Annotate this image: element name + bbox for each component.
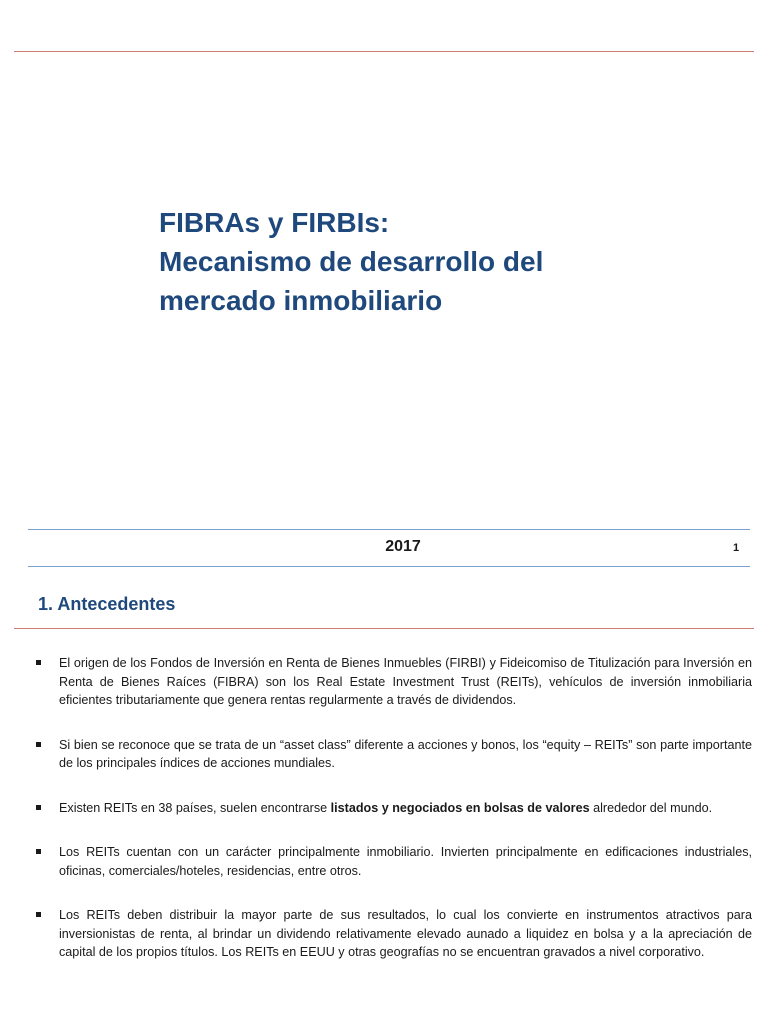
- square-bullet-icon: [36, 849, 41, 854]
- footer-divider-top: [28, 529, 750, 530]
- bullet-item-paises: [36, 799, 752, 818]
- bullet-item-asset-class: [36, 736, 752, 773]
- bullet-text-before: Existen REITs en 38 países, suelen encontrarse: [59, 800, 331, 815]
- title-line-2: Mecanismo de desarrollo del: [159, 246, 544, 277]
- square-bullet-icon: [36, 912, 41, 917]
- square-bullet-icon: [36, 742, 41, 747]
- title-line-3: mercado inmobiliario: [159, 285, 443, 316]
- section-divider: [14, 628, 754, 629]
- bullet-text: El origen de los Fondos de Inversión en Renta de Bienes Inmuebles (FIRBI) y Fideicomiso de Titulización para Inversión en Renta de Bienes Raíces (FIBRA) son los Real Estate Investment Trust (REITs), vehículos de inversión inmobiliaria eficientes tributariamente que genera rentas regularmente a través de dividendos.: [59, 656, 752, 707]
- square-bullet-icon: [36, 805, 41, 810]
- bullet-text-after: alrededor del mundo.: [589, 800, 713, 815]
- bullet-item-caracter: [36, 843, 752, 880]
- bullet-item-distribucion: [36, 906, 752, 962]
- bullet-text: Si bien se reconoce que se trata de un “asset class” diferente a acciones y bonos, los “equity – REITs” son parte importante de los principales índices de acciones mundiales.: [59, 737, 752, 770]
- cover-year: 2017: [385, 538, 421, 555]
- footer-divider-bottom: [28, 566, 750, 567]
- section-title: 1. Antecedentes: [38, 594, 176, 614]
- bullet-list: [36, 654, 752, 988]
- bullet-text: Los REITs cuentan con un carácter principalmente inmobiliario. Invierten principalmente en edificaciones industriales, oficinas, comerciales/hoteles, residencias, entre otros.: [59, 845, 752, 878]
- bullet-text: Los REITs deben distribuir la mayor parte de sus resultados, lo cual los convierte en instrumentos atractivos para inversionistas de renta, al brindar un dividendo relativamente elevado aunado a liquidez en bolsa y a la apreciación de capital de los propios títulos. Los REITs en EEUU y otras geografías no se encuentran gravados a nivel corporativo.: [59, 908, 752, 959]
- page-number: 1: [733, 542, 740, 554]
- bullet-text-bold: listados y negociados en bolsas de valores: [330, 800, 590, 815]
- page-title: [159, 203, 679, 320]
- title-line-1: FIBRAs y FIRBIs:: [159, 207, 390, 238]
- bullet-item-origen: [36, 654, 752, 710]
- square-bullet-icon: [36, 660, 41, 665]
- top-divider: [14, 51, 754, 52]
